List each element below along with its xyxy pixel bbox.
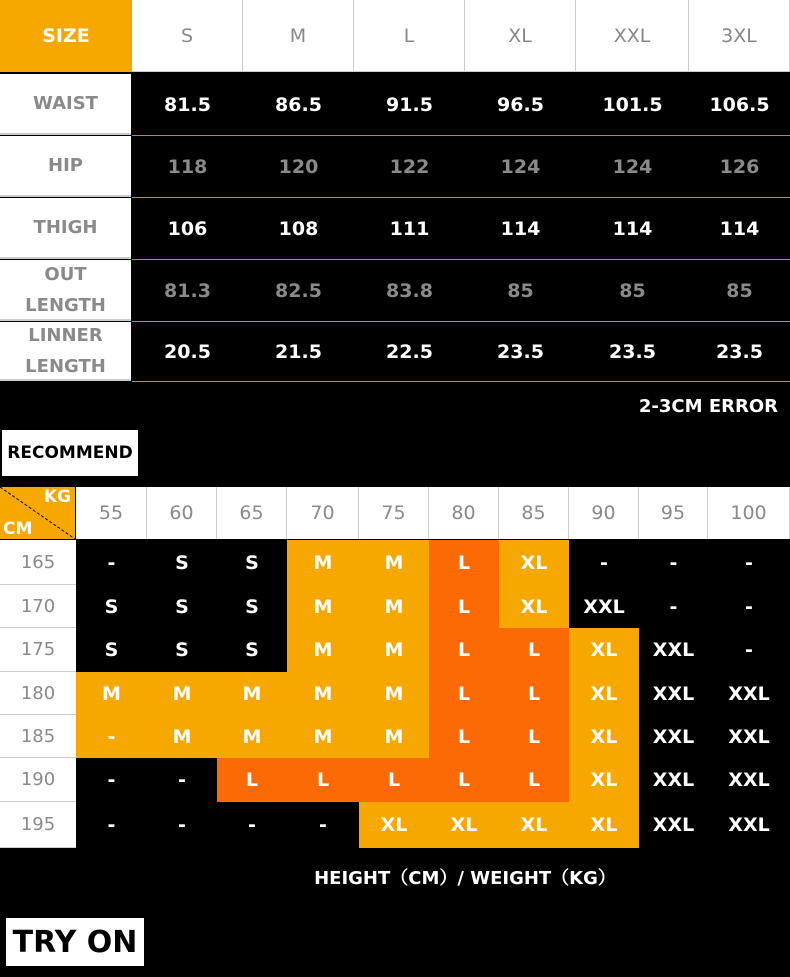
table-cell: 124	[500, 156, 541, 178]
table-cell: 22.5	[386, 341, 433, 363]
weight-header: 80	[429, 487, 499, 539]
recommend-cell: -	[76, 802, 147, 848]
table-cell: 118	[167, 156, 208, 178]
try-on-label: TRY ON	[6, 918, 144, 966]
recommend-cell: S	[217, 628, 287, 672]
weight-header: 100	[708, 487, 790, 539]
recommend-cell: S	[76, 585, 147, 628]
recommend-label: RECOMMEND	[2, 430, 138, 476]
recommend-cell: -	[569, 540, 639, 585]
recommend-cell: L	[429, 758, 499, 802]
recommend-cell: XL	[569, 672, 639, 715]
recommend-cell: M	[359, 585, 429, 628]
size-header-3xl: 3XL	[689, 0, 790, 72]
table-cell: 81.3	[164, 280, 211, 302]
recommend-cell: -	[708, 540, 790, 585]
recommend-cell: -	[639, 540, 708, 585]
table-cell: 114	[612, 218, 653, 240]
table-cell: 83.8	[386, 280, 433, 302]
recommend-cell: L	[499, 628, 569, 672]
recommend-cell: -	[639, 585, 708, 628]
size-header-xxl: XXL	[576, 0, 689, 72]
height-label: 190	[0, 758, 76, 802]
recommend-cell: XXL	[639, 715, 708, 758]
height-label: 170	[0, 585, 76, 628]
recommend-cell: M	[359, 672, 429, 715]
weight-header: 55	[76, 487, 147, 539]
table-cell: 86.5	[275, 94, 322, 116]
table-cell: 126	[719, 156, 760, 178]
recommend-cell: M	[76, 672, 147, 715]
recommend-cell: XXL	[569, 585, 639, 628]
recommend-cell: M	[287, 715, 359, 758]
recommend-cell: L	[359, 758, 429, 802]
table-cell: 85	[507, 280, 534, 302]
recommend-cell: S	[147, 628, 217, 672]
table-cell: 120	[278, 156, 319, 178]
recommend-cell: XL	[499, 802, 569, 848]
table-cell: 23.5	[609, 341, 656, 363]
axis-title: HEIGHT（CM）/ WEIGHT（KG）	[314, 868, 616, 889]
height-label: 185	[0, 715, 76, 758]
recommend-cell: XL	[499, 540, 569, 585]
table-cell: 81.5	[164, 94, 211, 116]
table-cell: 85	[619, 280, 646, 302]
weight-header: 70	[287, 487, 359, 539]
height-label: 195	[0, 802, 76, 848]
recommend-cell: L	[499, 715, 569, 758]
recommend-cell: XL	[569, 802, 639, 848]
table-cell: 23.5	[716, 341, 763, 363]
table-cell: 122	[389, 156, 430, 178]
table-cell: 85	[726, 280, 753, 302]
table-cell: 20.5	[164, 341, 211, 363]
table-cell: 96.5	[497, 94, 544, 116]
recommend-cell: M	[359, 715, 429, 758]
weight-header: 65	[217, 487, 287, 539]
table-cell: 82.5	[275, 280, 322, 302]
recommend-cell: S	[217, 585, 287, 628]
recommend-cell: -	[147, 802, 217, 848]
table-cell: 124	[612, 156, 653, 178]
recommend-cell: M	[287, 672, 359, 715]
height-label: 165	[0, 540, 76, 585]
corner-height-unit: CM	[3, 519, 33, 539]
table-cell: 106	[167, 218, 208, 240]
corner-weight-unit: KG	[43, 487, 71, 507]
table-cell: 108	[278, 218, 319, 240]
recommend-cell: L	[429, 715, 499, 758]
recommend-cell: -	[76, 715, 147, 758]
size-header-s: S	[132, 0, 243, 72]
recommend-cell: XXL	[639, 628, 708, 672]
size-header-m: M	[243, 0, 354, 72]
recommend-cell: M	[147, 672, 217, 715]
recommend-cell: L	[499, 672, 569, 715]
weight-header: 60	[147, 487, 217, 539]
recommend-cell: S	[76, 628, 147, 672]
corner-units-cell	[0, 487, 75, 539]
height-label: 180	[0, 672, 76, 715]
recommend-cell: L	[429, 585, 499, 628]
row-divider	[132, 381, 790, 382]
recommend-cell: XL	[499, 585, 569, 628]
weight-header: 90	[569, 487, 639, 539]
recommend-cell: S	[147, 585, 217, 628]
size-header-label: SIZE	[0, 0, 132, 72]
table-cell: 23.5	[497, 341, 544, 363]
weight-header: 95	[639, 487, 708, 539]
row-label: HIP	[0, 136, 131, 197]
recommend-cell: L	[429, 540, 499, 585]
recommend-cell: L	[429, 628, 499, 672]
recommend-cell: L	[499, 758, 569, 802]
table-cell: 21.5	[275, 341, 322, 363]
row-label: OUT LENGTH	[0, 260, 131, 321]
height-label: 175	[0, 628, 76, 672]
recommend-cell: S	[147, 540, 217, 585]
recommend-cell: XXL	[708, 715, 790, 758]
recommend-cell: -	[287, 802, 359, 848]
recommend-cell: XXL	[639, 672, 708, 715]
row-label: LINNER LENGTH	[0, 322, 131, 381]
recommend-cell: -	[217, 802, 287, 848]
recommend-cell: M	[359, 540, 429, 585]
recommend-cell: XL	[569, 715, 639, 758]
recommend-cell: XXL	[639, 802, 708, 848]
recommend-cell: M	[147, 715, 217, 758]
recommend-cell: -	[76, 758, 147, 802]
recommend-cell: M	[217, 715, 287, 758]
recommend-cell: -	[76, 540, 147, 585]
table-cell: 111	[389, 218, 430, 240]
recommend-cell: XL	[569, 758, 639, 802]
table-cell: 114	[719, 218, 760, 240]
table-cell: 114	[500, 218, 541, 240]
row-label: WAIST	[0, 74, 131, 135]
recommend-cell: L	[429, 672, 499, 715]
recommend-cell: XL	[359, 802, 429, 848]
recommend-cell: XL	[569, 628, 639, 672]
table-cell: 101.5	[602, 94, 663, 116]
recommend-cell: XXL	[708, 802, 790, 848]
table-cell: 106.5	[709, 94, 770, 116]
recommend-cell: XXL	[708, 672, 790, 715]
recommend-cell: L	[217, 758, 287, 802]
row-label: THIGH	[0, 198, 131, 259]
recommend-cell: M	[287, 628, 359, 672]
recommend-cell: S	[217, 540, 287, 585]
recommend-cell: -	[708, 585, 790, 628]
recommend-cell: XXL	[708, 758, 790, 802]
recommend-cell: M	[359, 628, 429, 672]
size-header-xl: XL	[465, 0, 576, 72]
recommend-cell: -	[147, 758, 217, 802]
error-note: 2-3CM ERROR	[638, 396, 778, 417]
recommend-cell: -	[708, 628, 790, 672]
weight-header: 75	[359, 487, 429, 539]
table-cell: 91.5	[386, 94, 433, 116]
recommend-cell: M	[287, 585, 359, 628]
recommend-cell: L	[287, 758, 359, 802]
recommend-cell: XL	[429, 802, 499, 848]
size-header-l: L	[354, 0, 465, 72]
recommend-cell: M	[287, 540, 359, 585]
recommend-cell: M	[217, 672, 287, 715]
weight-header: 85	[499, 487, 569, 539]
recommend-cell: XXL	[639, 758, 708, 802]
